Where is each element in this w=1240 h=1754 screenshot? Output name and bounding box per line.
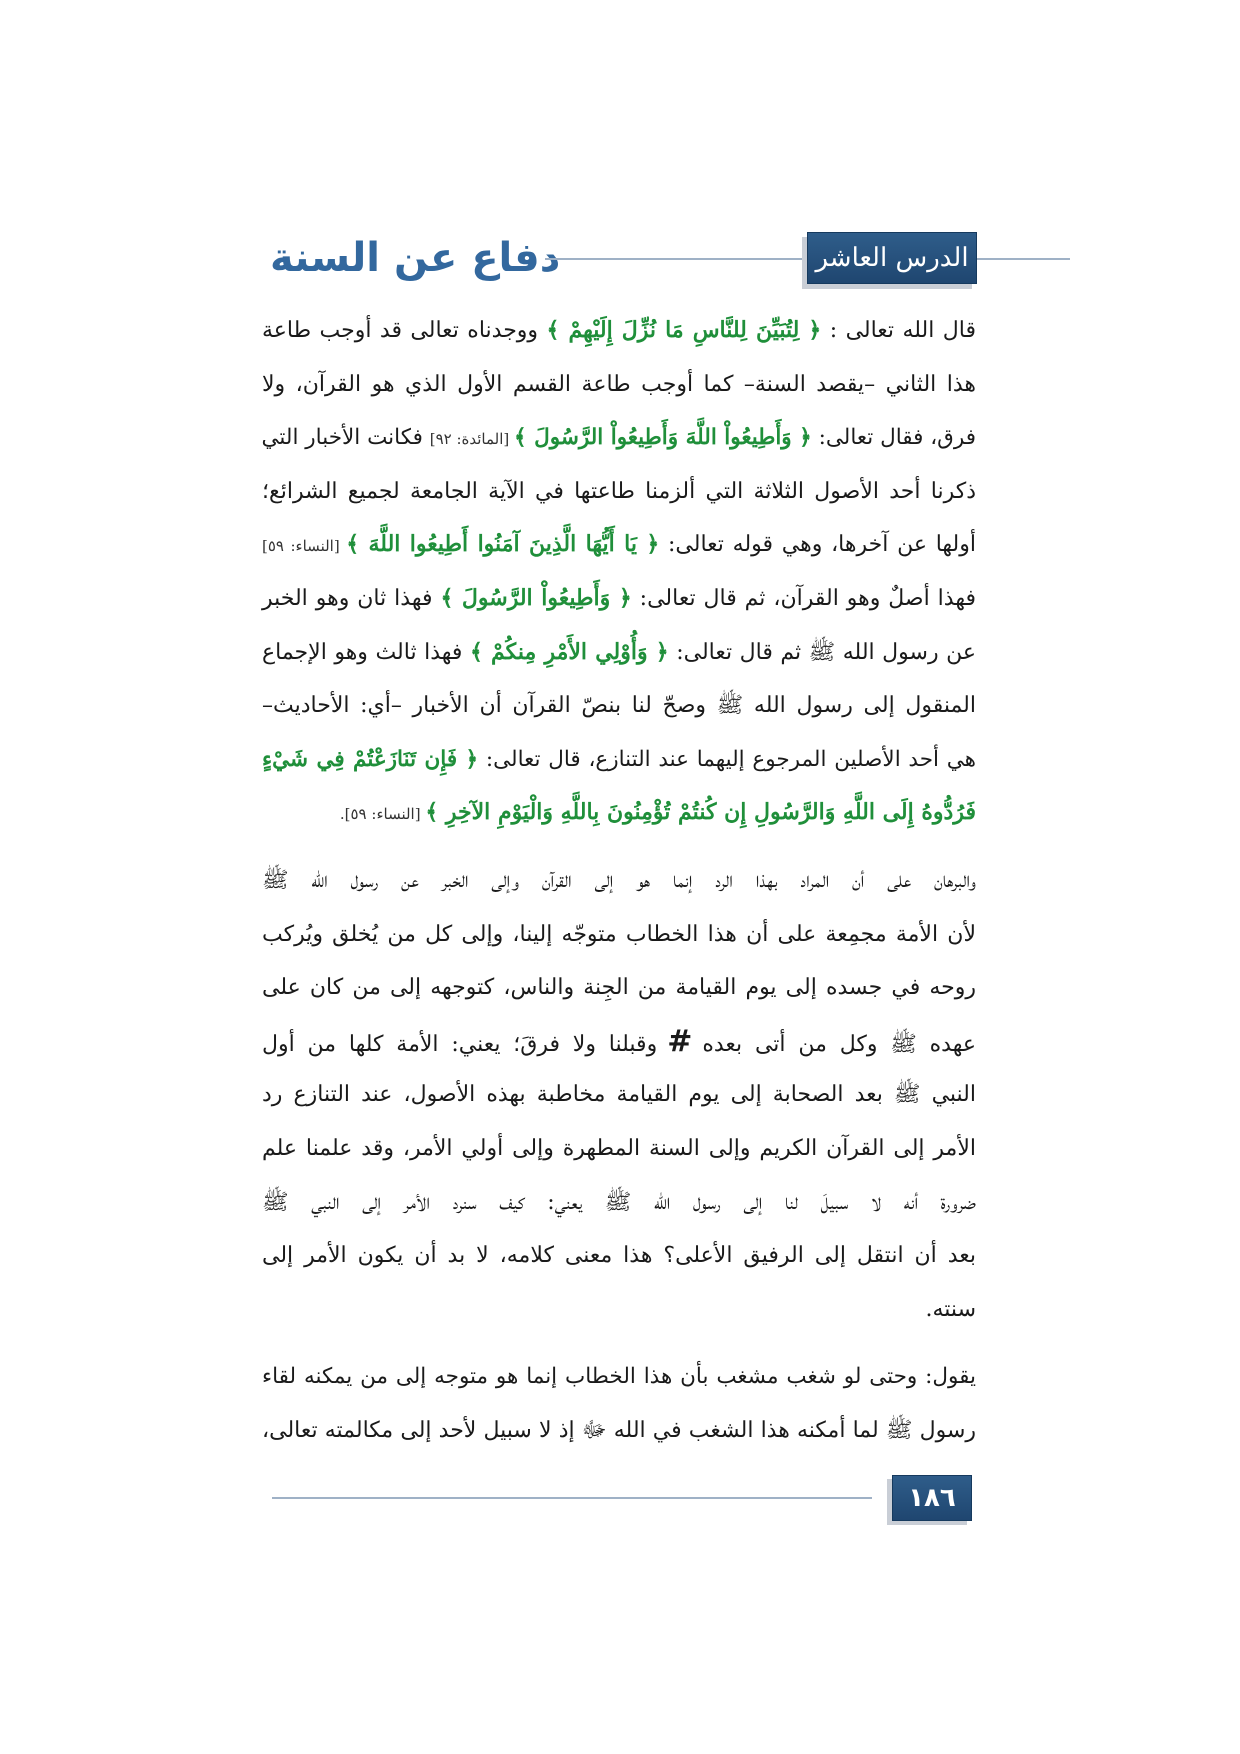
page-number: ١٨٦ [892,1475,972,1521]
quran-verse: ﴿ وَأَطِيعُواْ اللَّهَ وَأَطِيعُواْ الرَّسُولَ ﴾ [514,425,812,451]
verse-reference: [المائدة: ٩٢] [429,430,515,449]
text-line: روحه في جسده إلى يوم القيامة من الجِنة والناس، كتوجهه إلى من كان على [262,975,976,1001]
quran-verse: فَرُدُّوهُ إِلَى اللَّهِ وَالرَّسُولِ إِن كُنتُمْ تُؤْمِنُونَ بِاللَّهِ وَالْيَوْمِ الآخِرِ ﴾ [425,799,976,826]
footer-divider [272,1497,872,1499]
quran-verse: ﴿ وَأَطِيعُواْ الرَّسُولَ ﴾ [440,584,632,611]
text-line: الأمر إلى القرآن الكريم وإلى السنة المطهرة وإلى أولي الأمر، وقد علمنا علم [262,1135,976,1161]
verse-reference: [النساء: ٥٩] [262,537,347,556]
quran-verse: ﴿ وَأُوْلِي الأَمْرِ مِنكُمْ ﴾ [469,638,669,665]
quran-verse: ﴿ فَإِن تَنَازَعْتُمْ فِي شَيْءٍ [262,746,479,772]
page-header [270,230,975,290]
text-line: المنقول إلى رسول الله ﷺ وصحّ لنا بنصّ القرآن أن الأخبار –أي: الأحاديث– [262,693,976,719]
text-line: ضرورة أنه لا سبيلَ لنا إلى رسول الله ﷺ يعني: كيف سنرد الأمر إلى النبي ﷺ [262,1189,976,1215]
text-line [262,786,976,840]
verse-reference: [النساء: ٥٩]. [339,805,426,824]
quran-verse: ﴿ لِتُبَيِّنَ لِلنَّاسِ مَا نُزِّلَ إِلَيْهِمْ ﴾ [546,317,822,343]
text-line: عن رسول الله ﷺ ثم قال تعالى: ﴿ وَأُوْلِي الأَمْرِ مِنكُمْ ﴾ فهذا ثالث وهو الإجماع [262,638,976,665]
text-line: عهده ﷺ وكل من أتى بعده#وقبلنا ولا فرقَ؛ يعني: الأمة كلها من أول [262,1023,976,1059]
text-line: بعد أن انتقل إلى الرفيق الأعلى؟ هذا معنى كلامه، لا بد أن يكون الأمر إلى [262,1243,976,1269]
text-line: لأن الأمة مجمِعة على أن هذا الخطاب متوجّه إلينا، وإلى كل من يُخلق ويُركب [262,921,976,947]
text-line: يقول: وحتى لو شغب مشغب بأن هذا الخطاب إنما هو متوجه إلى من يمكنه لقاء [262,1364,976,1390]
lesson-badge: الدرس العاشر [807,232,977,284]
page-body [262,304,976,1457]
text-line: رسول ﷺ لما أمكنه هذا الشغب في الله ﷻ إذ لا سبيل لأحد إلى مكالمته تعالى، [262,1417,976,1443]
paragraph-3 [262,1350,976,1457]
text-line: فهذا أصلٌ وهو القرآن، ثم قال تعالى: ﴿ وَأَطِيعُواْ الرَّسُولَ ﴾ فهذا ثان وهو الخبر [262,584,976,611]
paragraph-2 [262,854,976,1336]
paragraph-1 [262,304,976,840]
text-line: سنته. [925,1296,976,1322]
text-line: النبي ﷺ بعد الصحابة إلى يوم القيامة مخاطبة بهذه الأصول، عند التنازع رد [262,1082,976,1108]
hash-mark: # [667,1023,693,1059]
text-line: هي أحد الأصلين المرجوع إليهما عند التنازع، قال تعالى: ﴿ فَإِن تَنَازَعْتُمْ فِي شَيْءٍ [262,746,976,772]
text-line: والبرهان على أن المراد بهذا الرد إنما هو إلى القرآن وإلى الخبر عن رسول الله ﷺ [262,867,976,893]
book-title: دفاع عن السنة [270,235,561,281]
text-line: قال الله تعالى : ﴿ لِتُبَيِّنَ لِلنَّاسِ مَا نُزِّلَ إِلَيْهِمْ ﴾ ووجدناه تعالى قد أوجب طاعة [262,317,976,343]
text-line: فرق، فقال تعالى: ﴿ وَأَطِيعُواْ اللَّهَ وَأَطِيعُواْ الرَّسُولَ ﴾ [المائدة: ٩٢] فكانت الأخبار التي [261,425,976,451]
page-footer [272,1475,972,1535]
text-line: هذا الثاني –يقصد السنة– كما أوجب طاعة القسم الأول الذي هو القرآن، ولا [262,371,976,397]
text-line: أولها عن آخرها، وهي قوله تعالى: ﴿ يَا أَيُّهَا الَّذِينَ آمَنُوا أَطِيعُوا اللَّهَ ﴾ [النساء: ٥٩] [262,531,976,558]
quran-verse: ﴿ يَا أَيُّهَا الَّذِينَ آمَنُوا أَطِيعُوا اللَّهَ ﴾ [346,531,660,558]
text-line: ذكرنا أحد الأصول الثلاثة التي ألزمنا طاعتها في الآية الجامعة لجميع الشرائع؛ [262,478,976,504]
